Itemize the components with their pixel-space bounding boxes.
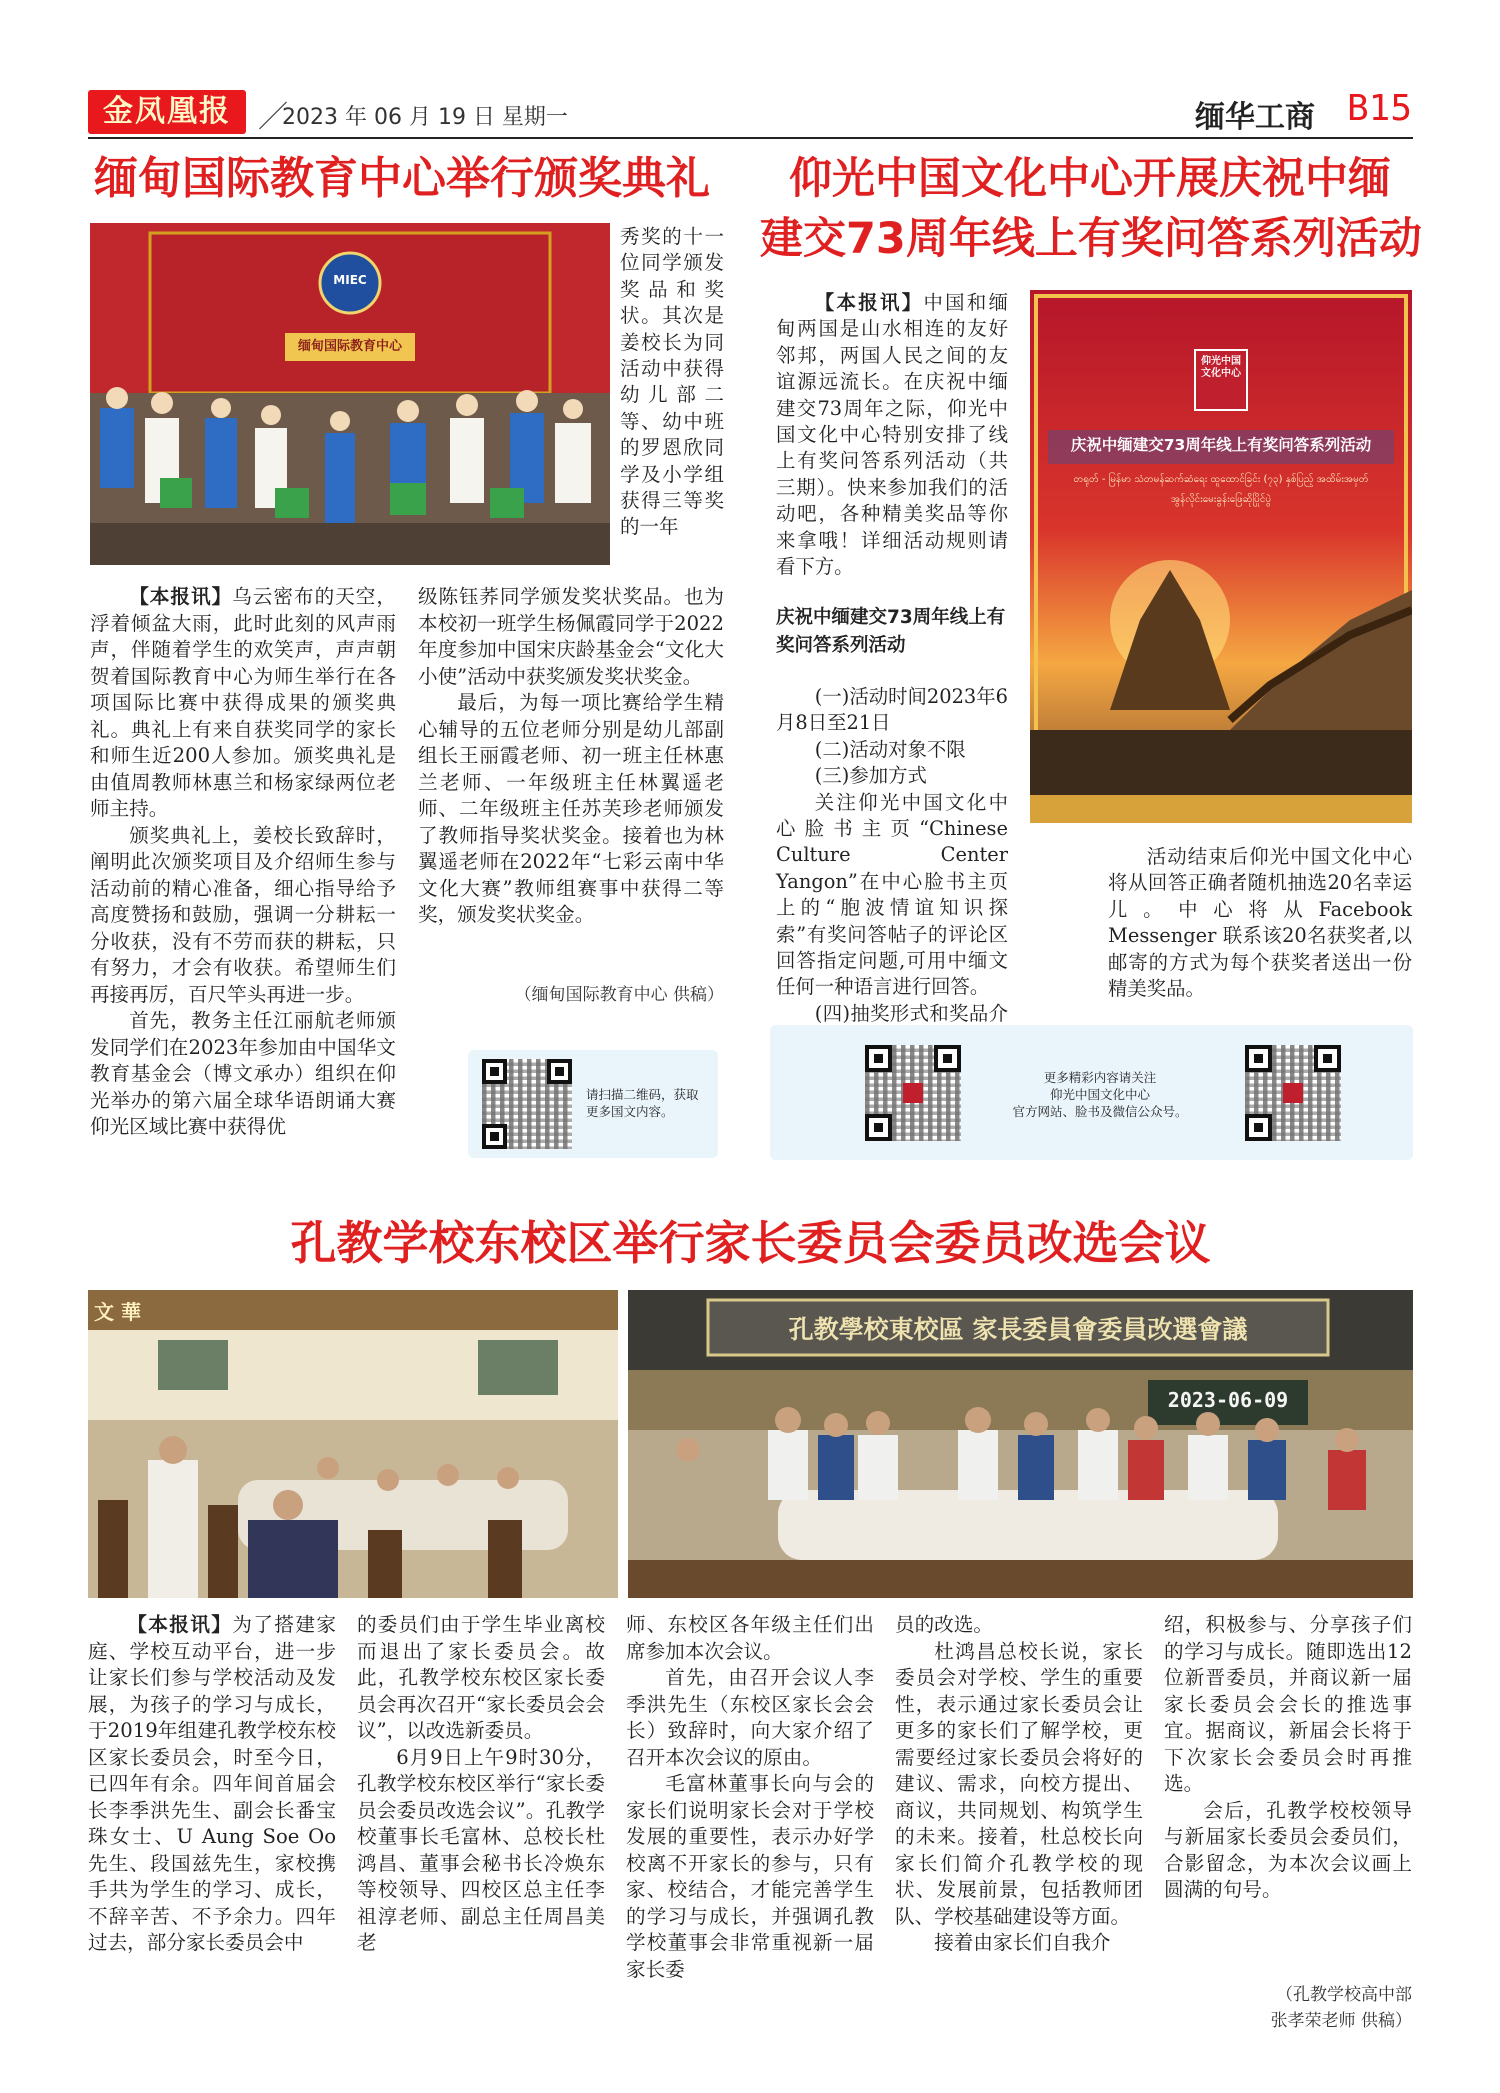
paragraph-text: 为了搭建家庭、学校互动平台，进一步让家长们参与学校活动及发展，为孩子的学习与成长，于2019年组建孔教学校东校区家长委员会，时至今日，已四年有余。四年间首届会长李季洪先生、副会长番宝珠女士、U Aung Soe Oo先生、段国兹先生，家校携手共为学生的学习、成长，不辞辛苦、不予余力。四年过去，部分家长委员会中 xyxy=(88,1613,337,1954)
photo-sign-text: 文 華 xyxy=(94,1300,141,1324)
news-tag: 【本报讯】 xyxy=(814,291,924,314)
poster-burmese-line1: တရုတ် - မြန်မာ သံတမန်ဆက်ဆံရေး ထူထောင်ခြင်း (၇၃) နှစ်ပြည့် အထိမ်းအမှတ် xyxy=(1073,474,1369,485)
article3-col1 xyxy=(88,1612,336,1957)
paragraph: 杜鸿昌总校长说，家长委员会对学校、学生的重要性，表示通过家长委员会让更多的家长们了解学校，更需要经过家长委员会将好的建议、需求，向校方提出、商议，共同规划、构筑学生的未来。接着，杜总校长向家长们简介孔教学校的现状、发展前景，包括教师团队、学校基础建设等方面。 xyxy=(895,1639,1143,1928)
paragraph: 首先，教务主任江丽航老师颁发同学们在2023年参加由中国华文教育基金会（博文承办）组织在仰光举办的第六届全球华语朗诵大赛仰光区域比赛中获得优 xyxy=(90,1009,396,1138)
article1-left-column xyxy=(90,584,396,1141)
meeting-photo-left xyxy=(88,1290,618,1598)
article2-items xyxy=(776,684,1008,1054)
paragraph xyxy=(90,584,396,823)
event-poster xyxy=(1030,290,1412,823)
article2-right-text xyxy=(1108,844,1412,1002)
qr-caption: 请扫描二维码，获取更多国文内容。 xyxy=(586,1087,699,1119)
article3-col5 xyxy=(1164,1612,1412,1904)
article3-col2 xyxy=(357,1612,605,1957)
article2-intro xyxy=(776,290,1008,580)
article3-col3 xyxy=(626,1612,874,1983)
article1-top-right-text xyxy=(620,224,724,541)
photo-banner-text: 缅甸国际教育中心 xyxy=(297,339,402,354)
list-item: (二)活动对象不限 xyxy=(814,737,966,761)
article1-credit: （缅甸国际教育中心 供稿） xyxy=(514,985,724,1005)
list-item: (三)参加方式 xyxy=(814,764,927,788)
issue-date: 2023 年 06 月 19 日 星期一 xyxy=(282,105,568,130)
paragraph: 的委员们由于学生毕业离校而退出了家长委员会。故此，孔教学校东校区家长委员会再次召开“家长委员会会议”，以改选新委员。 xyxy=(357,1613,605,1742)
meeting-photo-right xyxy=(628,1290,1413,1598)
article1-right-column xyxy=(418,584,724,929)
article2-subhead: 庆祝中缅建交73周年线上有奖问答系列活动 xyxy=(776,607,1006,656)
poster-title: 庆祝中缅建交73周年线上有奖问答系列活动 xyxy=(1070,436,1372,454)
paragraph: 接着由家长们自我介 xyxy=(934,1931,1111,1954)
article2-qr-box xyxy=(770,1025,1413,1160)
paragraph xyxy=(776,290,1008,580)
section-name: 缅华工商 xyxy=(1195,100,1315,135)
paragraph: 师、东校区各年级主任们出席参加本次会议。 xyxy=(626,1613,874,1663)
meeting-banner-text: 孔教學校東校區 家長委員會委員改選會議 xyxy=(788,1315,1248,1344)
paragraph: 会后，孔教学校校领导与新届家长委员会委员们，合影留念，为本次会议画上圆满的句号。 xyxy=(1164,1798,1412,1901)
qr-code-icon[interactable] xyxy=(865,1045,961,1141)
qr-text-2: 仰光中国文化中心 xyxy=(1049,1087,1150,1102)
masthead-rule xyxy=(88,137,1413,139)
paragraph: 6月9日上午9时30分，孔教学校东校区举行“家长委员会委员改选会议”。孔教学校董事长毛富林、总校长杜鸿昌、董事会秘书长冷焕东等校领导、四校区总主任李祖淳老师、副总主任周昌美老 xyxy=(357,1745,605,1954)
news-tag: 【本报讯】 xyxy=(127,1613,233,1636)
article1-headline: 缅甸国际教育中心举行颁奖典礼 xyxy=(94,153,710,204)
paragraph: 首先，由召开会议人李季洪先生（东校区家长会会长）致辞时，向大家介绍了召开本次会议的原由。 xyxy=(626,1666,874,1769)
list-item: (一)活动时间2023年6月8日至21日 xyxy=(776,685,1008,735)
poster-seal-text: 仰光中国文化中心 xyxy=(1201,356,1241,379)
paragraph: 活动结束后仰光中国文化中心将从回答正确者随机抽选20名幸运儿。中心将从Facebook Messenger 联系该20名获奖者,以邮寄的方式为每个获奖者送出一份精美奖品。 xyxy=(1108,845,1412,1001)
article2-headline-line2: 建交73周年线上有奖问答系列活动 xyxy=(760,214,1422,264)
award-ceremony-photo xyxy=(90,223,610,565)
qr-code-icon[interactable] xyxy=(482,1059,572,1149)
news-tag: 【本报讯】 xyxy=(129,585,233,608)
qr-code-icon[interactable] xyxy=(1245,1045,1341,1141)
paragraph: 颁奖典礼上，姜校长致辞时，阐明此次颁奖项目及介绍师生参与活动前的精心准备，细心指导给予高度赞扬和鼓励，强调一分耕耘一分收获，没有不劳而获的耕耘，只有努力，才会有收获。希望师生们再接再厉，百尺竿头再进一步。 xyxy=(90,823,396,1006)
poster-burmese-line2: အွန်လိုင်းမေးခွန်းဖြေဆိုပြိုင်ပွဲ xyxy=(1170,494,1272,505)
paragraph: 秀奖的十一位同学颁发奖品和奖状。其次是姜校长为同活动中获得幼儿部二等、幼中班的罗恩欣同学及小学组获得三等奖的一年 xyxy=(620,225,724,539)
school-logo-text: MIEC xyxy=(333,273,367,287)
list-item: (四)抽奖形式和奖品介 xyxy=(814,1001,1008,1025)
page-number: B15 xyxy=(1347,88,1413,129)
qr-text-1: 更多精彩内容请关注 xyxy=(1043,1070,1157,1085)
paragraph xyxy=(88,1612,336,1957)
paragraph: 毛富林董事长向与会的家长们说明家长会对于学校发展的重要性，表示办好学校离不开家长的参与，只有家、校结合，才能完善学生的学习与成长，并强调孔教学校董事会非常重视新一届家长委 xyxy=(626,1772,874,1981)
article3-credit-line1: （孔教学校高中部 xyxy=(1276,1985,1412,2005)
newspaper-logo: 金凤凰报 xyxy=(88,90,246,134)
paragraph-text: 乌云密布的天空，浮着倾盆大雨，此时此刻的风声雨声，伴随着学生的欢笑声，声声朝贺着国际教育中心为师生举行在各项国际比赛中获得成果的颁奖典礼。典礼上有来自获奖同学的家长和师生近200人参加。颁奖典礼是由值周教师林惠兰和杨家绿两位老师主持。 xyxy=(90,585,397,820)
paragraph: 绍，积极参与、分享孩子们的学习与成长。随即选出12位新晋委员，并商议新一届家长委员会会长的推选事宜。据商议，新届会长将于下次家长会委员会时再推选。 xyxy=(1164,1613,1412,1795)
paragraph-text: 中国和缅甸两国是山水相连的友好邻邦，两国人民之间的友谊源远流长。在庆祝中缅建交73周年之际，仰光中国文化中心特别安排了线上有奖问答系列活动（共三期）。快来参加我们的活动吧，各种精美奖品等你来拿哦！详细活动规则请看下方。 xyxy=(776,291,1009,579)
paragraph: 最后，为每一项比赛给学生精心辅导的五位老师分别是幼儿部副组长王丽霞老师、初一班主任林惠兰老师、一年级班主任林翼遥老师、二年级班主任苏芙珍老师颁发了教师指导奖状奖金。接着也为林翼遥老师在2022年“七彩云南中华文化大赛”教师组赛事中获得二等奖，颁发奖状奖金。 xyxy=(418,691,724,926)
paragraph: 员的改选。 xyxy=(895,1613,993,1636)
meeting-date-text: 2023-06-09 xyxy=(1167,1388,1289,1412)
article3-col4 xyxy=(895,1612,1143,1957)
article3-credit-line2: 张孝荣老师 供稿） xyxy=(1270,2011,1412,2031)
article2-headline-line1: 仰光中国文化中心开展庆祝中缅 xyxy=(789,154,1391,204)
list-item: 关注仰光中国文化中心脸书主页“Chinese Culture Center Yangon”在中心脸书主页上的“胞波情谊知识探索”有奖问答帖子的评论区回答指定问题,可用中缅文任何一种语言进行回答。 xyxy=(776,790,1008,999)
qr-text-3: 官方网站、脸书及微信公众号。 xyxy=(1012,1104,1188,1119)
paragraph: 级陈钰荞同学颁发奖状奖品。也为本校初一班学生杨佩霞同学于2022年度参加中国宋庆龄基金会“文化大小使”活动中获奖颁发奖状奖金。 xyxy=(418,585,724,688)
article3-headline: 孔教学校东校区举行家长委员会委员改选会议 xyxy=(290,1216,1211,1270)
article1-qr-box xyxy=(468,1050,718,1158)
masthead-slash: ／ xyxy=(258,100,288,135)
